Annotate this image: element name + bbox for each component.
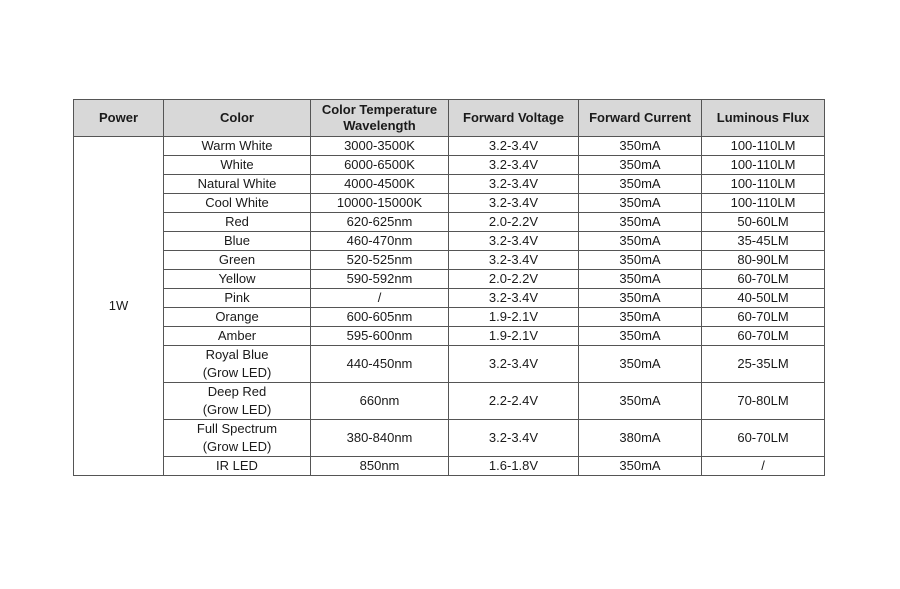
header-color-temperature xyxy=(311,100,449,137)
color-temperature-cell: 10000-15000K xyxy=(311,194,449,213)
header-color: Color xyxy=(164,100,311,137)
forward-current-cell: 350mA xyxy=(579,251,702,270)
color-cell xyxy=(164,308,311,327)
forward-current-cell: 350mA xyxy=(579,194,702,213)
forward-current-cell: 350mA xyxy=(579,327,702,346)
forward-current-cell: 380mA xyxy=(579,420,702,457)
luminous-flux-cell: 60-70LM xyxy=(702,308,825,327)
forward-voltage-cell: 3.2-3.4V xyxy=(449,289,579,308)
forward-voltage-cell: 2.0-2.2V xyxy=(449,213,579,232)
forward-current-cell: 350mA xyxy=(579,232,702,251)
luminous-flux-cell: 60-70LM xyxy=(702,327,825,346)
forward-voltage-cell: 1.6-1.8V xyxy=(449,457,579,476)
table-row xyxy=(74,420,825,457)
color-subtitle: (Grow LED) xyxy=(202,365,272,380)
color-temperature-cell: 6000-6500K xyxy=(311,156,449,175)
header-row xyxy=(74,100,825,137)
forward-voltage-cell: 3.2-3.4V xyxy=(449,346,579,383)
color-cell xyxy=(164,232,311,251)
forward-current-cell: 350mA xyxy=(579,457,702,476)
luminous-flux-cell: / xyxy=(702,457,825,476)
forward-voltage-cell: 2.0-2.2V xyxy=(449,270,579,289)
table-row xyxy=(74,308,825,327)
color-name: Natural White xyxy=(197,176,277,191)
color-temperature-cell: / xyxy=(311,289,449,308)
color-cell xyxy=(164,137,311,156)
forward-voltage-cell: 1.9-2.1V xyxy=(449,308,579,327)
luminous-flux-cell: 70-80LM xyxy=(702,383,825,420)
color-cell xyxy=(164,175,311,194)
color-temperature-cell: 590-592nm xyxy=(311,270,449,289)
color-name: Amber xyxy=(217,328,257,343)
color-cell xyxy=(164,213,311,232)
luminous-flux-cell: 60-70LM xyxy=(702,420,825,457)
luminous-flux-cell: 100-110LM xyxy=(702,194,825,213)
forward-voltage-cell: 3.2-3.4V xyxy=(449,156,579,175)
color-temperature-cell: 600-605nm xyxy=(311,308,449,327)
color-temperature-cell: 595-600nm xyxy=(311,327,449,346)
forward-voltage-cell: 3.2-3.4V xyxy=(449,175,579,194)
color-cell xyxy=(164,251,311,270)
luminous-flux-cell: 50-60LM xyxy=(702,213,825,232)
table-row xyxy=(74,194,825,213)
color-subtitle: (Grow LED) xyxy=(202,402,272,417)
color-name: Deep Red xyxy=(207,384,267,399)
color-cell xyxy=(164,270,311,289)
table-row xyxy=(74,251,825,270)
forward-current-cell: 350mA xyxy=(579,346,702,383)
forward-voltage-cell: 3.2-3.4V xyxy=(449,251,579,270)
luminous-flux-cell: 100-110LM xyxy=(702,156,825,175)
header-color-temperature-line2: Wavelength xyxy=(343,118,416,133)
table-row xyxy=(74,327,825,346)
color-cell xyxy=(164,420,311,457)
color-name: IR LED xyxy=(216,458,258,473)
luminous-flux-cell: 100-110LM xyxy=(702,175,825,194)
color-name: Pink xyxy=(224,290,250,305)
forward-current-cell: 350mA xyxy=(579,175,702,194)
color-subtitle: (Grow LED) xyxy=(202,439,272,454)
table-row xyxy=(74,457,825,476)
led-spec-table xyxy=(73,99,825,476)
color-cell xyxy=(164,327,311,346)
forward-voltage-cell: 3.2-3.4V xyxy=(449,420,579,457)
color-name: Green xyxy=(218,252,256,267)
table-row xyxy=(74,270,825,289)
color-name: Warm White xyxy=(201,138,273,153)
forward-current-cell: 350mA xyxy=(579,270,702,289)
forward-voltage-cell: 3.2-3.4V xyxy=(449,232,579,251)
table-row xyxy=(74,383,825,420)
luminous-flux-cell: 40-50LM xyxy=(702,289,825,308)
color-cell xyxy=(164,383,311,420)
color-temperature-cell: 850nm xyxy=(311,457,449,476)
header-forward-voltage: Forward Voltage xyxy=(449,100,579,137)
table-row xyxy=(74,137,825,156)
color-temperature-cell: 520-525nm xyxy=(311,251,449,270)
forward-voltage-cell: 3.2-3.4V xyxy=(449,194,579,213)
forward-current-cell: 350mA xyxy=(579,137,702,156)
forward-current-cell: 350mA xyxy=(579,308,702,327)
table-row xyxy=(74,232,825,251)
table-body xyxy=(74,137,825,476)
color-name: Royal Blue xyxy=(205,347,269,362)
color-name: Red xyxy=(225,214,249,229)
forward-current-cell: 350mA xyxy=(579,383,702,420)
luminous-flux-cell: 60-70LM xyxy=(702,270,825,289)
table-row xyxy=(74,346,825,383)
forward-current-cell: 350mA xyxy=(579,156,702,175)
table-row xyxy=(74,156,825,175)
header-color-temperature-line1: Color Temperature xyxy=(321,102,438,117)
color-name: Yellow xyxy=(218,271,256,286)
color-cell xyxy=(164,346,311,383)
color-name: White xyxy=(220,157,254,172)
color-temperature-cell: 460-470nm xyxy=(311,232,449,251)
luminous-flux-cell: 25-35LM xyxy=(702,346,825,383)
color-temperature-cell: 4000-4500K xyxy=(311,175,449,194)
power-cell: 1W xyxy=(74,137,164,476)
color-name: Cool White xyxy=(205,195,269,210)
color-temperature-cell: 660nm xyxy=(311,383,449,420)
luminous-flux-cell: 100-110LM xyxy=(702,137,825,156)
color-cell xyxy=(164,194,311,213)
header-power: Power xyxy=(74,100,164,137)
forward-current-cell: 350mA xyxy=(579,289,702,308)
header-luminous-flux: Luminous Flux xyxy=(702,100,825,137)
color-temperature-cell: 440-450nm xyxy=(311,346,449,383)
color-temperature-cell: 380-840nm xyxy=(311,420,449,457)
color-name: Full Spectrum xyxy=(196,421,278,436)
color-name: Blue xyxy=(223,233,251,248)
table-row xyxy=(74,213,825,232)
luminous-flux-cell: 35-45LM xyxy=(702,232,825,251)
luminous-flux-cell: 80-90LM xyxy=(702,251,825,270)
forward-current-cell: 350mA xyxy=(579,213,702,232)
header-forward-current: Forward Current xyxy=(579,100,702,137)
color-cell xyxy=(164,457,311,476)
color-cell xyxy=(164,156,311,175)
color-name: Orange xyxy=(215,309,259,324)
forward-voltage-cell: 1.9-2.1V xyxy=(449,327,579,346)
color-cell xyxy=(164,289,311,308)
color-temperature-cell: 3000-3500K xyxy=(311,137,449,156)
forward-voltage-cell: 3.2-3.4V xyxy=(449,137,579,156)
color-temperature-cell: 620-625nm xyxy=(311,213,449,232)
table-row xyxy=(74,289,825,308)
forward-voltage-cell: 2.2-2.4V xyxy=(449,383,579,420)
table-row xyxy=(74,175,825,194)
